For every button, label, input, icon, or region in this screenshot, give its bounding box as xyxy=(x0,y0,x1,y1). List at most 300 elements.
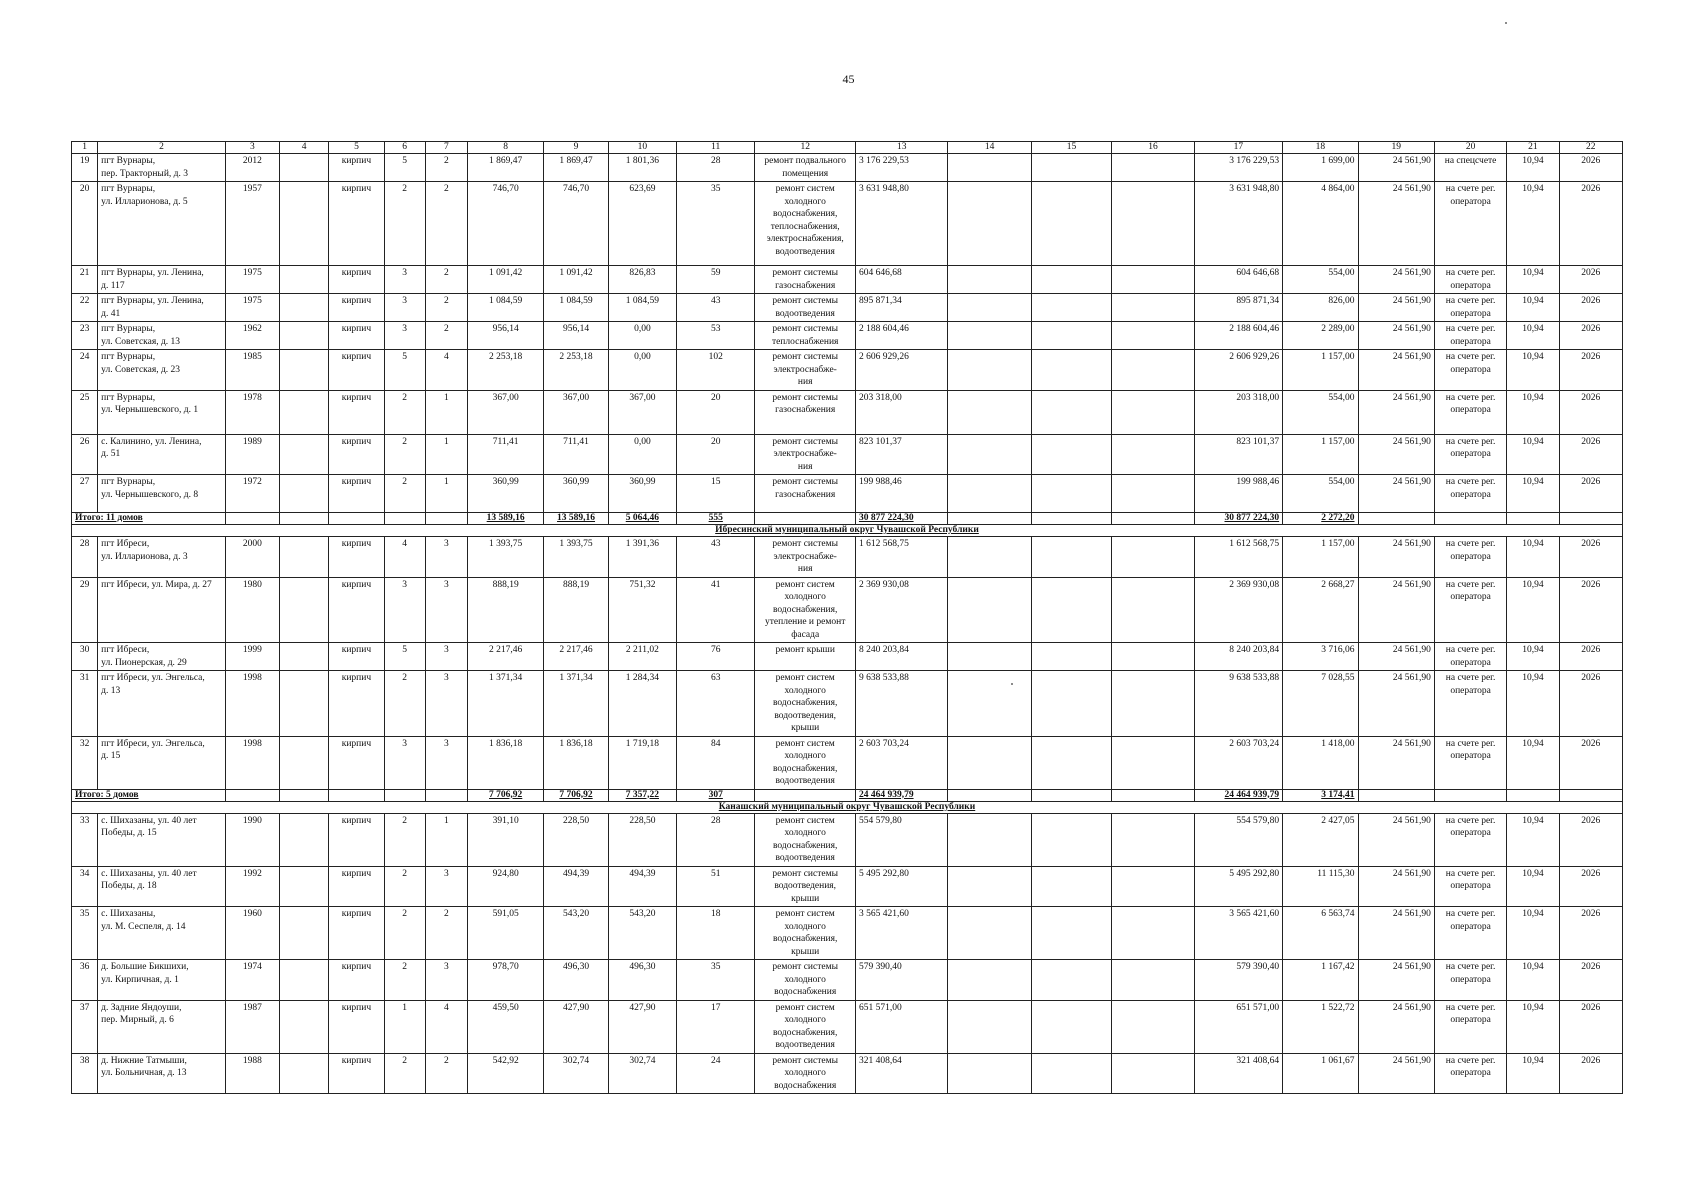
subtotal-cell: 24 464 939,79 xyxy=(1194,789,1282,801)
table-cell: 10,94 xyxy=(1507,475,1559,513)
table-cell: 3 xyxy=(425,960,467,1001)
table-cell: с. Шихазаны, ул. М. Сеспеля, д. 14 xyxy=(98,907,226,960)
table-cell: 823 101,37 xyxy=(855,434,947,475)
table-cell: на счете рег. оператора xyxy=(1434,907,1506,960)
table-cell: 1999 xyxy=(225,643,279,671)
table-cell: 1 xyxy=(425,813,467,866)
table-cell: 3 xyxy=(384,736,425,789)
subtotal-cell xyxy=(425,513,467,525)
subtotal-cell: 7 706,92 xyxy=(467,789,543,801)
table-cell: 3 716,06 xyxy=(1283,643,1358,671)
table-cell: 895 871,34 xyxy=(855,294,947,322)
table-cell: 494,39 xyxy=(544,866,608,907)
column-number-row xyxy=(72,142,1623,154)
table-cell: 18 xyxy=(677,907,755,960)
table-cell: ремонт системы газоснабжения xyxy=(755,266,856,294)
region-title: Канашский муниципальный округ Чувашской Республики xyxy=(72,801,1623,813)
table-cell xyxy=(280,643,329,671)
table-cell: на счете рег. оператора xyxy=(1434,475,1506,513)
table-cell xyxy=(1031,960,1111,1001)
table-cell: ремонт системы электроснабже- ния xyxy=(755,434,856,475)
table-cell: 1 719,18 xyxy=(608,736,676,789)
table-cell: 604 646,68 xyxy=(1194,266,1282,294)
table-cell: 1 393,75 xyxy=(544,537,608,578)
table-cell: 1 061,67 xyxy=(1283,1053,1358,1094)
table-cell: 2026 xyxy=(1559,537,1622,578)
table-cell xyxy=(1031,577,1111,643)
table-cell: на счете рег. оператора xyxy=(1434,266,1506,294)
table-cell: ремонт системы холодного водоснабжения xyxy=(755,1053,856,1094)
table-cell: 2026 xyxy=(1559,154,1622,182)
subtotal-cell xyxy=(329,513,384,525)
table-cell: 2026 xyxy=(1559,577,1622,643)
table-cell xyxy=(948,390,1031,434)
table-cell: 2 xyxy=(384,434,425,475)
table-cell xyxy=(280,434,329,475)
table-cell: 11 115,30 xyxy=(1283,866,1358,907)
table-cell: 1972 xyxy=(225,475,279,513)
table-cell: 2026 xyxy=(1559,960,1622,1001)
table-cell xyxy=(280,813,329,866)
subtotal-cell: 7 357,22 xyxy=(608,789,676,801)
subtotal-cell: 2 272,20 xyxy=(1283,513,1358,525)
table-cell xyxy=(948,671,1031,737)
table-cell: 2 xyxy=(425,154,467,182)
column-number-header: 9 xyxy=(544,142,608,154)
table-cell: 1978 xyxy=(225,390,279,434)
table-cell xyxy=(1031,390,1111,434)
table-cell: 1 157,00 xyxy=(1283,350,1358,391)
table-cell: 4 xyxy=(425,350,467,391)
table-cell: 3 xyxy=(425,537,467,578)
table-cell: 2026 xyxy=(1559,266,1622,294)
subtotal-row xyxy=(72,789,1623,801)
table-cell: 554,00 xyxy=(1283,475,1358,513)
table-row xyxy=(72,643,1623,671)
table-cell: кирпич xyxy=(329,1000,384,1053)
table-cell: 20 xyxy=(677,434,755,475)
subtotal-cell: 7 706,92 xyxy=(544,789,608,801)
table-cell: 1962 xyxy=(225,322,279,350)
table-cell xyxy=(1031,294,1111,322)
table-cell: 199 988,46 xyxy=(855,475,947,513)
table-cell: 10,94 xyxy=(1507,154,1559,182)
table-cell: 17 xyxy=(677,1000,755,1053)
table-cell: 1987 xyxy=(225,1000,279,1053)
table-cell: с. Шихазаны, ул. 40 лет Победы, д. 18 xyxy=(98,866,226,907)
table-cell: 2026 xyxy=(1559,475,1622,513)
table-cell: 888,19 xyxy=(544,577,608,643)
table-cell: 3 xyxy=(425,643,467,671)
table-cell: 10,94 xyxy=(1507,537,1559,578)
table-cell: 1 091,42 xyxy=(544,266,608,294)
table-cell: на счете рег. оператора xyxy=(1434,1000,1506,1053)
table-cell: 3 xyxy=(425,577,467,643)
table-cell: 604 646,68 xyxy=(855,266,947,294)
table-cell xyxy=(948,643,1031,671)
table-cell: 1989 xyxy=(225,434,279,475)
subtotal-cell: 30 877 224,30 xyxy=(855,513,947,525)
table-cell: 38 xyxy=(72,1053,98,1094)
table-cell: 2 xyxy=(425,266,467,294)
table-cell: 51 xyxy=(677,866,755,907)
table-cell: 2 211,02 xyxy=(608,643,676,671)
table-cell: пгт Вурнары, пер. Тракторный, д. 3 xyxy=(98,154,226,182)
table-cell xyxy=(948,266,1031,294)
table-cell: 579 390,40 xyxy=(1194,960,1282,1001)
table-cell: 496,30 xyxy=(608,960,676,1001)
table-cell xyxy=(1112,960,1194,1001)
table-cell xyxy=(280,1000,329,1053)
table-cell: 1975 xyxy=(225,294,279,322)
table-cell: 1 xyxy=(384,1000,425,1053)
table-cell: 2026 xyxy=(1559,907,1622,960)
table-cell: пгт Вурнары, ул. Чернышевского, д. 1 xyxy=(98,390,226,434)
table-cell: 2 253,18 xyxy=(544,350,608,391)
table-cell: 623,69 xyxy=(608,182,676,266)
column-number-header: 7 xyxy=(425,142,467,154)
table-cell: 20 xyxy=(677,390,755,434)
table-cell: 1957 xyxy=(225,182,279,266)
table-cell: на счете рег. оператора xyxy=(1434,434,1506,475)
table-cell: 10,94 xyxy=(1507,813,1559,866)
table-cell: 1988 xyxy=(225,1053,279,1094)
table-cell: 24 561,90 xyxy=(1358,813,1434,866)
subtotal-cell: 24 464 939,79 xyxy=(855,789,947,801)
table-row xyxy=(72,475,1623,513)
table-cell: 203 318,00 xyxy=(1194,390,1282,434)
subtotal-cell xyxy=(384,789,425,801)
table-cell: 2026 xyxy=(1559,671,1622,737)
table-cell: 4 xyxy=(384,537,425,578)
table-row xyxy=(72,866,1623,907)
table-cell: 1998 xyxy=(225,671,279,737)
table-cell: пгт Ибреси, ул. Энгельса, д. 15 xyxy=(98,736,226,789)
subtotal-cell xyxy=(1507,789,1559,801)
table-cell: 10,94 xyxy=(1507,350,1559,391)
table-cell: 24 561,90 xyxy=(1358,266,1434,294)
table-cell: пгт Вурнары, ул. Ленина, д. 41 xyxy=(98,294,226,322)
table-cell: 1 391,36 xyxy=(608,537,676,578)
table-cell xyxy=(1112,350,1194,391)
table-cell xyxy=(280,736,329,789)
capital-repair-table xyxy=(71,141,1623,1094)
table-cell: 1998 xyxy=(225,736,279,789)
table-cell: 10,94 xyxy=(1507,736,1559,789)
subtotal-cell xyxy=(1559,513,1622,525)
subtotal-cell xyxy=(1031,789,1111,801)
subtotal-cell xyxy=(1507,513,1559,525)
table-cell xyxy=(1112,154,1194,182)
table-cell: 203 318,00 xyxy=(855,390,947,434)
table-cell: пгт Вурнары, ул. Чернышевского, д. 8 xyxy=(98,475,226,513)
table-cell: 554 579,80 xyxy=(1194,813,1282,866)
table-cell: 59 xyxy=(677,266,755,294)
table-cell: ремонт систем холодного водоснабжения, крыши xyxy=(755,907,856,960)
table-cell: на счете рег. оператора xyxy=(1434,866,1506,907)
table-cell: 3 xyxy=(425,866,467,907)
subtotal-cell xyxy=(225,513,279,525)
table-cell: 8 240 203,84 xyxy=(855,643,947,671)
table-cell: 2 369 930,08 xyxy=(1194,577,1282,643)
table-cell: 2026 xyxy=(1559,736,1622,789)
table-cell: 391,10 xyxy=(467,813,543,866)
table-cell: 25 xyxy=(72,390,98,434)
table-cell xyxy=(280,866,329,907)
table-cell: 10,94 xyxy=(1507,390,1559,434)
table-cell: 2026 xyxy=(1559,182,1622,266)
table-cell: 978,70 xyxy=(467,960,543,1001)
table-row xyxy=(72,736,1623,789)
table-cell: кирпич xyxy=(329,960,384,1001)
table-row xyxy=(72,182,1623,266)
table-cell xyxy=(280,960,329,1001)
table-cell: 427,90 xyxy=(544,1000,608,1053)
scan-speck xyxy=(1505,22,1507,24)
table-cell: 321 408,64 xyxy=(855,1053,947,1094)
table-cell: 5 495 292,80 xyxy=(1194,866,1282,907)
table-cell: на счете рег. оператора xyxy=(1434,182,1506,266)
scan-speck xyxy=(1011,683,1013,685)
column-number-header: 3 xyxy=(225,142,279,154)
table-cell xyxy=(1031,434,1111,475)
table-cell xyxy=(1112,1053,1194,1094)
table-cell: 9 638 533,88 xyxy=(1194,671,1282,737)
table-cell xyxy=(1112,1000,1194,1053)
table-cell: 924,80 xyxy=(467,866,543,907)
table-cell: 2026 xyxy=(1559,434,1622,475)
table-cell: 751,32 xyxy=(608,577,676,643)
table-cell: 10,94 xyxy=(1507,907,1559,960)
table-cell: кирпич xyxy=(329,907,384,960)
table-cell: 823 101,37 xyxy=(1194,434,1282,475)
table-cell: пгт Вурнары, ул. Илларионова, д. 5 xyxy=(98,182,226,266)
table-cell: 102 xyxy=(677,350,755,391)
table-cell: на счете рег. оператора xyxy=(1434,577,1506,643)
table-cell: кирпич xyxy=(329,736,384,789)
subtotal-row xyxy=(72,513,1623,525)
table-cell: 0,00 xyxy=(608,350,676,391)
table-cell: 2 xyxy=(384,1053,425,1094)
table-cell xyxy=(1112,475,1194,513)
subtotal-cell xyxy=(384,513,425,525)
table-cell: 1 612 568,75 xyxy=(855,537,947,578)
table-cell xyxy=(1112,390,1194,434)
table-cell: 10,94 xyxy=(1507,322,1559,350)
table-cell: 43 xyxy=(677,294,755,322)
column-number-header: 6 xyxy=(384,142,425,154)
table-cell: д. Нижние Татмыши, ул. Больничная, д. 13 xyxy=(98,1053,226,1094)
table-cell: 29 xyxy=(72,577,98,643)
table-cell: ремонт крыши xyxy=(755,643,856,671)
table-cell: ремонт системы газоснабжения xyxy=(755,475,856,513)
table-cell: 28 xyxy=(72,537,98,578)
table-cell: 1 869,47 xyxy=(544,154,608,182)
table-cell: 53 xyxy=(677,322,755,350)
table-row xyxy=(72,671,1623,737)
table-cell: 37 xyxy=(72,1000,98,1053)
table-cell: ремонт системы теплоснабжения xyxy=(755,322,856,350)
subtotal-cell xyxy=(1112,513,1194,525)
table-cell: ремонт системы водоотведения xyxy=(755,294,856,322)
subtotal-cell xyxy=(755,513,856,525)
table-cell: на счете рег. оператора xyxy=(1434,643,1506,671)
table-cell xyxy=(280,907,329,960)
subtotal-label: Итого: 5 домов xyxy=(72,789,226,801)
table-cell: 1 157,00 xyxy=(1283,537,1358,578)
table-cell xyxy=(1031,643,1111,671)
table-cell: 9 638 533,88 xyxy=(855,671,947,737)
table-cell xyxy=(280,322,329,350)
subtotal-cell xyxy=(948,789,1031,801)
table-cell: 2 xyxy=(384,866,425,907)
subtotal-cell xyxy=(425,789,467,801)
region-title: Ибресинский муниципальный округ Чувашской Республики xyxy=(72,525,1623,537)
table-cell xyxy=(1031,736,1111,789)
subtotal-cell xyxy=(1358,789,1434,801)
table-row xyxy=(72,1053,1623,1094)
table-cell: пгт Ибреси, ул. Пионерская, д. 29 xyxy=(98,643,226,671)
column-number-header: 10 xyxy=(608,142,676,154)
table-cell: 1 371,34 xyxy=(467,671,543,737)
table-cell: 1 699,00 xyxy=(1283,154,1358,182)
table-cell: 360,99 xyxy=(467,475,543,513)
table-row xyxy=(72,434,1623,475)
table-cell: 2 xyxy=(425,294,467,322)
table-cell: 1985 xyxy=(225,350,279,391)
table-cell: 5 495 292,80 xyxy=(855,866,947,907)
column-number-header: 14 xyxy=(948,142,1031,154)
subtotal-cell xyxy=(1434,513,1506,525)
table-cell: 302,74 xyxy=(544,1053,608,1094)
column-number-header: 8 xyxy=(467,142,543,154)
table-cell: 1 836,18 xyxy=(544,736,608,789)
table-cell: 28 xyxy=(677,154,755,182)
table-cell: 24 561,90 xyxy=(1358,1000,1434,1053)
table-cell: 2026 xyxy=(1559,350,1622,391)
table-cell: 1 522,72 xyxy=(1283,1000,1358,1053)
column-number-header: 16 xyxy=(1112,142,1194,154)
page-number: 45 xyxy=(842,72,855,86)
table-cell xyxy=(1031,182,1111,266)
table-cell: 228,50 xyxy=(608,813,676,866)
table-cell: 1 157,00 xyxy=(1283,434,1358,475)
table-cell: 2 427,05 xyxy=(1283,813,1358,866)
table-cell: 3 176 229,53 xyxy=(1194,154,1282,182)
table-cell xyxy=(948,434,1031,475)
table-cell: 2 289,00 xyxy=(1283,322,1358,350)
table-cell: 367,00 xyxy=(544,390,608,434)
table-cell: 24 561,90 xyxy=(1358,736,1434,789)
table-cell xyxy=(280,475,329,513)
subtotal-cell: 13 589,16 xyxy=(467,513,543,525)
table-cell: 2 603 703,24 xyxy=(1194,736,1282,789)
table-cell: 3 565 421,60 xyxy=(855,907,947,960)
table-cell: 24 561,90 xyxy=(1358,182,1434,266)
table-cell xyxy=(948,294,1031,322)
table-cell: 2 217,46 xyxy=(544,643,608,671)
table-cell: кирпич xyxy=(329,537,384,578)
table-cell xyxy=(1112,537,1194,578)
column-number-header: 5 xyxy=(329,142,384,154)
table-cell: 34 xyxy=(72,866,98,907)
table-cell: пгт Ибреси, ул. Илларионова, д. 3 xyxy=(98,537,226,578)
table-cell: 2 188 604,46 xyxy=(1194,322,1282,350)
table-cell: 3 xyxy=(425,671,467,737)
table-cell: 21 xyxy=(72,266,98,294)
table-body xyxy=(72,142,1623,1094)
table-cell xyxy=(1031,1053,1111,1094)
table-cell xyxy=(948,475,1031,513)
table-cell: 31 xyxy=(72,671,98,737)
table-cell: пгт Вурнары, ул. Советская, д. 23 xyxy=(98,350,226,391)
table-cell: 2026 xyxy=(1559,322,1622,350)
subtotal-label: Итого: 11 домов xyxy=(72,513,226,525)
table-cell: 24 561,90 xyxy=(1358,350,1434,391)
table-cell: 24 xyxy=(72,350,98,391)
table-cell: 10,94 xyxy=(1507,1053,1559,1094)
table-cell: пгт Ибреси, ул. Энгельса, д. 13 xyxy=(98,671,226,737)
table-cell xyxy=(948,907,1031,960)
table-cell: 2 xyxy=(425,182,467,266)
column-number-header: 20 xyxy=(1434,142,1506,154)
table-cell: 1 xyxy=(425,475,467,513)
table-cell: 24 561,90 xyxy=(1358,390,1434,434)
table-cell: 1 084,59 xyxy=(467,294,543,322)
column-number-header: 11 xyxy=(677,142,755,154)
subtotal-cell xyxy=(755,789,856,801)
subtotal-cell: 5 064,46 xyxy=(608,513,676,525)
table-cell: 542,92 xyxy=(467,1053,543,1094)
table-cell: 459,50 xyxy=(467,1000,543,1053)
table-cell: 2012 xyxy=(225,154,279,182)
subtotal-cell xyxy=(225,789,279,801)
table-cell: 2026 xyxy=(1559,1000,1622,1053)
table-cell: 28 xyxy=(677,813,755,866)
table-cell: 1 091,42 xyxy=(467,266,543,294)
table-cell xyxy=(1112,671,1194,737)
table-cell: 6 563,74 xyxy=(1283,907,1358,960)
table-cell: кирпич xyxy=(329,671,384,737)
table-cell: 554,00 xyxy=(1283,390,1358,434)
table-cell: 1 xyxy=(425,434,467,475)
table-cell: 5 xyxy=(384,350,425,391)
table-cell: 2 xyxy=(384,960,425,1001)
table-cell: 1 869,47 xyxy=(467,154,543,182)
table-cell xyxy=(1031,813,1111,866)
table-cell: пгт Вурнары, ул. Ленина, д. 117 xyxy=(98,266,226,294)
table-cell: 24 561,90 xyxy=(1358,434,1434,475)
table-cell: 1990 xyxy=(225,813,279,866)
table-cell: 24 561,90 xyxy=(1358,294,1434,322)
table-cell: 1 284,34 xyxy=(608,671,676,737)
table-cell xyxy=(280,350,329,391)
table-row xyxy=(72,322,1623,350)
table-cell: 35 xyxy=(677,182,755,266)
table-cell: 1 612 568,75 xyxy=(1194,537,1282,578)
table-cell xyxy=(280,266,329,294)
table-cell: 10,94 xyxy=(1507,182,1559,266)
table-cell xyxy=(1112,736,1194,789)
table-cell: ремонт системы электроснабже- ния xyxy=(755,537,856,578)
table-cell: ремонт систем холодного водоснабжения, утепление и ремонт фасада xyxy=(755,577,856,643)
table-cell: 24 561,90 xyxy=(1358,322,1434,350)
table-cell: 10,94 xyxy=(1507,866,1559,907)
table-cell: 41 xyxy=(677,577,755,643)
table-cell: 956,14 xyxy=(544,322,608,350)
table-cell: на счете рег. оператора xyxy=(1434,322,1506,350)
table-cell xyxy=(1112,907,1194,960)
